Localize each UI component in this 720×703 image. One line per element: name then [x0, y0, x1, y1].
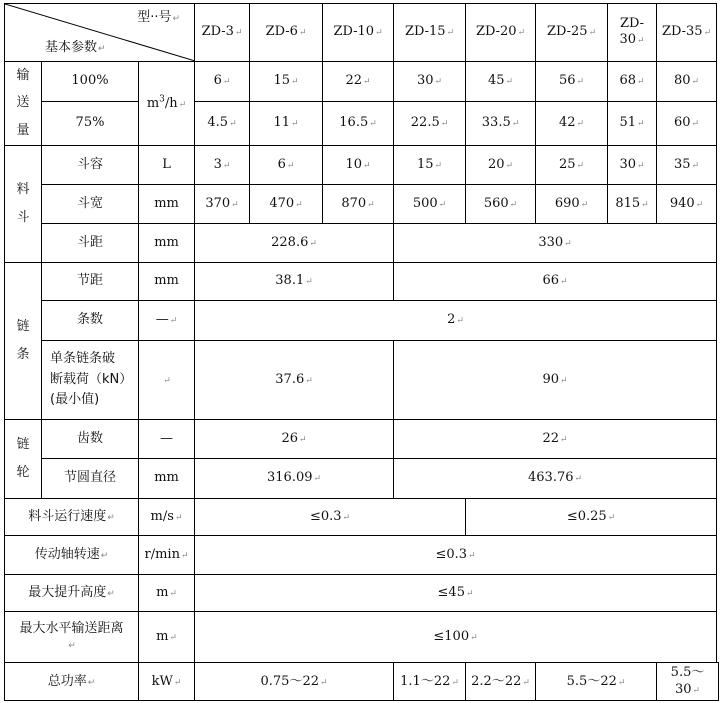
unit-cell: — [139, 419, 195, 458]
model-header: ZD-25↵ [536, 4, 608, 62]
value-cell: 60↵ [657, 101, 717, 145]
value-cell: 690↵ [536, 184, 608, 223]
model-header: ZD-10↵ [323, 4, 394, 62]
value-cell: 815↵ [608, 184, 657, 223]
row-label: 传动轴转速↵ [5, 535, 139, 574]
value-cell: 2↵ [195, 301, 717, 340]
unit-cell: mm [139, 262, 195, 300]
value-cell: 5.5～22↵ [536, 663, 657, 701]
capacity-75-row [5, 101, 719, 145]
bucket-volume-row [5, 145, 719, 184]
value-cell: 6↵ [195, 61, 250, 101]
model-header: ZD-6↵ [250, 4, 323, 62]
value-cell: 500↵ [394, 184, 466, 223]
unit-cell: m↵ [139, 575, 195, 611]
unit-cell: —↵ [139, 301, 195, 340]
value-cell: 870↵ [323, 184, 394, 223]
value-cell: 463.76↵ [394, 459, 717, 498]
value-cell: 15↵ [394, 145, 466, 184]
group-char: 送 [16, 95, 30, 111]
chain-breaking-load-row [5, 340, 719, 419]
row-label: 料斗运行速度↵ [5, 498, 139, 535]
row-label: 最大水平输送距离↵ [5, 611, 139, 663]
value-cell: 330↵ [394, 224, 717, 262]
value-cell: 30↵ [394, 61, 466, 101]
spec-table [4, 3, 719, 701]
value-cell: 5.5～30↵ [657, 663, 719, 701]
row-label: 节距 [42, 262, 139, 300]
value-cell: 90↵ [394, 340, 717, 419]
value-cell: 0.75～22↵ [195, 663, 394, 701]
model-header: ZD-15↵ [394, 4, 466, 62]
row-label: 斗容 [42, 145, 139, 184]
value-cell: 26↵ [195, 419, 394, 458]
speed-row [5, 498, 719, 535]
value-cell: 6↵ [250, 145, 323, 184]
row-label: 齿数 [42, 419, 139, 458]
value-cell: 470↵ [250, 184, 323, 223]
sprocket-diameter-row [5, 459, 719, 498]
value-cell: 560↵ [466, 184, 536, 223]
value-cell: 80↵ [657, 61, 717, 101]
unit-cell: kW↵ [139, 663, 195, 701]
horizontal-row [5, 611, 719, 663]
value-cell: 16.5↵ [323, 101, 394, 145]
model-header: ZD-35↵ [657, 4, 717, 62]
value-cell: 37.6↵ [195, 340, 394, 419]
value-cell: 30↵ [608, 145, 657, 184]
value-cell: 15↵ [250, 61, 323, 101]
sprocket-group-label [5, 419, 42, 498]
value-cell: 11↵ [250, 101, 323, 145]
shaft-row [5, 535, 719, 574]
value-cell: ≤0.25↵ [466, 498, 717, 535]
unit-text: $m^3/h$ [146, 94, 178, 111]
chain-pitch-row [5, 262, 719, 300]
capacity-group-label [5, 61, 42, 145]
value-cell: 33.5↵ [466, 101, 536, 145]
row-label: 单条链条破 断载荷（kN） (最小值) [42, 340, 139, 419]
group-char: 链 [16, 437, 30, 453]
row-label: 节圆直径 [42, 459, 139, 498]
value-cell: 45↵ [466, 61, 536, 101]
header-row [5, 4, 719, 62]
value-cell: 22↵ [323, 61, 394, 101]
bucket-spacing-row [5, 224, 719, 262]
row-label: 斗距 [42, 224, 139, 262]
row-label: 最大提升高度↵ [5, 575, 139, 611]
group-char: 条 [16, 346, 30, 362]
row-label: 总功率↵ [5, 663, 139, 701]
unit-cell: mm [139, 224, 195, 262]
unit-cell: m/s↵ [139, 498, 195, 535]
value-cell: 25↵ [536, 145, 608, 184]
unit-cell: m↵ [139, 611, 195, 663]
unit-cell: mm [139, 459, 195, 498]
unit-cell: mm [139, 184, 195, 223]
value-cell: 22.5↵ [394, 101, 466, 145]
value-cell: 68↵ [608, 61, 657, 101]
unit-cell: ↵ [139, 340, 195, 419]
unit-cell: r/min↵ [139, 535, 195, 574]
value-cell: 370↵ [195, 184, 250, 223]
chain-group-label [5, 262, 42, 419]
group-char: 量 [16, 122, 30, 138]
value-cell: 20↵ [466, 145, 536, 184]
value-cell: 38.1↵ [195, 262, 394, 300]
params-label: 基本参数 [45, 40, 98, 56]
model-header: ZD-3↵ [195, 4, 250, 62]
value-cell: 35↵ [657, 145, 717, 184]
value-cell: 228.6↵ [195, 224, 394, 262]
value-cell: 51↵ [608, 101, 657, 145]
row-label: 75% [42, 101, 139, 145]
unit-cell: $m^3/h↵$ [139, 61, 195, 145]
group-char: 斗 [16, 209, 30, 225]
value-cell: 1.1～22↵ [394, 663, 466, 701]
capacity-100-row [5, 61, 719, 101]
row-label: 100% [42, 61, 139, 101]
lift-row [5, 575, 719, 611]
bucket-width-row [5, 184, 719, 223]
value-cell: 42↵ [536, 101, 608, 145]
unit-cell: L [139, 145, 195, 184]
value-cell: ≤0.3↵ [195, 535, 717, 574]
value-cell: 3↵ [195, 145, 250, 184]
chain-count-row [5, 301, 719, 340]
value-cell: 2.2～22↵ [466, 663, 536, 701]
model-header: ZD-20↵ [466, 4, 536, 62]
value-cell: 66↵ [394, 262, 717, 300]
value-cell: 316.09↵ [195, 459, 394, 498]
type-label: 型··号 [137, 10, 172, 25]
sprocket-teeth-row [5, 419, 719, 458]
group-char: 轮 [16, 464, 30, 480]
value-cell: 56↵ [536, 61, 608, 101]
row-label: 条数 [42, 301, 139, 340]
value-cell: 4.5↵ [195, 101, 250, 145]
value-cell: ≤45↵ [195, 575, 717, 611]
value-cell: ≤0.3↵ [195, 498, 466, 535]
model-header: ZD-30↵ [608, 4, 657, 62]
group-char: 输 [16, 68, 30, 84]
row-label: 斗宽 [42, 184, 139, 223]
value-cell: 940↵ [657, 184, 717, 223]
value-cell: 10↵ [323, 145, 394, 184]
group-char: 料 [16, 182, 30, 198]
value-cell: ≤100↵ [195, 611, 717, 663]
group-char: 链 [16, 319, 30, 335]
bucket-group-label [5, 145, 42, 262]
value-cell: 22↵ [394, 419, 717, 458]
power-row [5, 663, 719, 701]
header-corner-cell: 型··号↵ 基本参数↵ [5, 4, 195, 62]
